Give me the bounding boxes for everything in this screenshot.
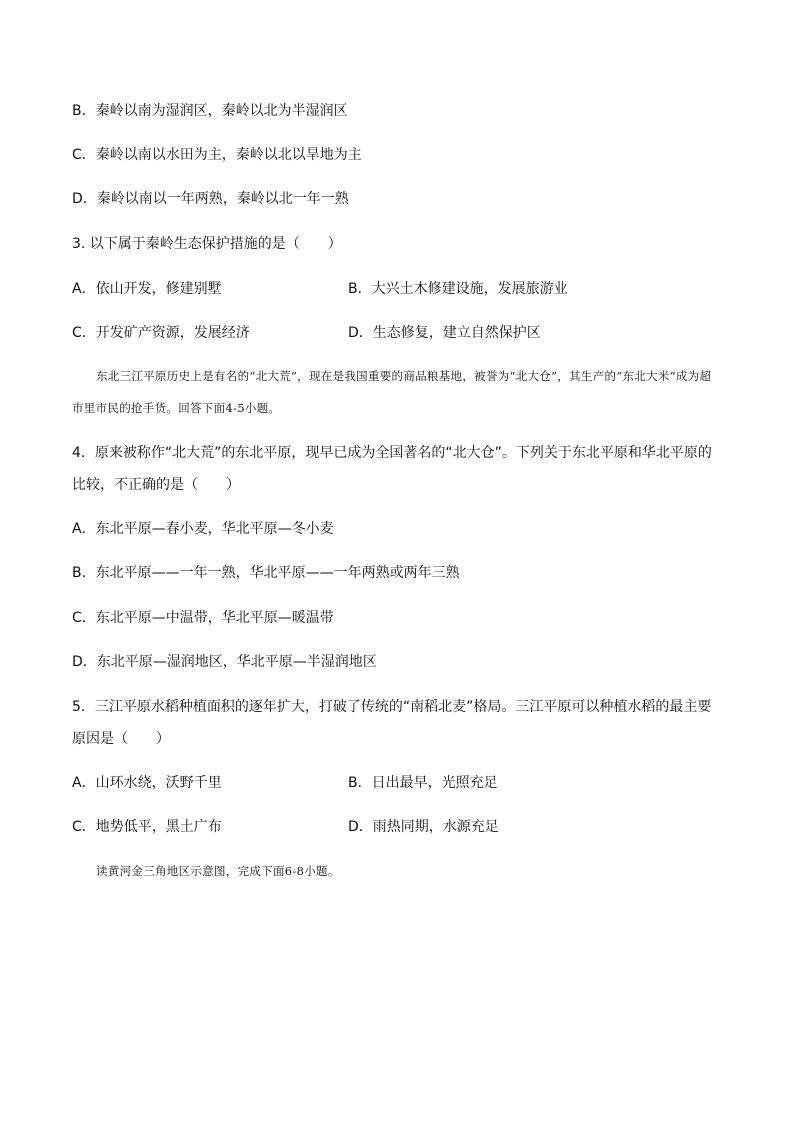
q4-stem: 4．原来被称作“北大荒”的东北平原，现早已成为全国著名的“北大仓”。下列关于东北平原和华北平原的比较，不正确的是（ ） [72,445,712,493]
q3-option-c: C．开发矿产资源，发展经济 [72,325,250,341]
q5-option-a: A．山环水绕，沃野千里 [72,775,222,791]
q5-option-b: B．日出最早，光照充足 [348,775,498,791]
q4-option-a: A．东北平原—春小麦，华北平原—冬小麦 [72,521,334,537]
q2-option-d: D．秦岭以南以一年两熟，秦岭以北一年一熟 [72,191,349,207]
q3-stem: 3. 以下属于秦岭生态保护措施的是（ ） [72,236,342,252]
q4-option-b: B．东北平原——一年一熟，华北平原——一年两熟或两年三熟 [72,565,460,581]
q4-option-d: D．东北平原—湿润地区，华北平原—半湿润地区 [72,654,377,670]
q3-option-d: D．生态修复，建立自然保护区 [348,325,541,341]
q4-option-c: C．东北平原—中温带，华北平原—暖温带 [72,610,334,626]
passage-sanjiang: 东北三江平原历史上是有名的“北大荒”，现在是我国重要的商品粮基地，被誉为“北大仓”，其生产的“东北大米”成为超市里市民的抢手货。回答下面4-5小题。 [72,369,712,415]
q5-stem: 5．三江平原水稻种植面积的逐年扩大，打破了传统的“南稻北麦”格局。三江平原可以种植水稻的最主要原因是（ ） [72,699,712,747]
q2-option-c: C．秦岭以南以水田为主，秦岭以北以旱地为主 [72,147,362,163]
q5-option-c: C．地势低平，黑土广布 [72,819,222,835]
q2-option-b: B．秦岭以南为湿润区，秦岭以北为半湿润区 [72,103,348,119]
q5-option-d: D．雨热同期，水源充足 [348,819,499,835]
passage-yellow-river: 读黄河金三角地区示意图，完成下面6-8小题。 [96,864,340,878]
q3-option-a: A．依山开发，修建别墅 [72,281,222,297]
q3-option-b: B．大兴土木修建设施，发展旅游业 [348,281,568,297]
